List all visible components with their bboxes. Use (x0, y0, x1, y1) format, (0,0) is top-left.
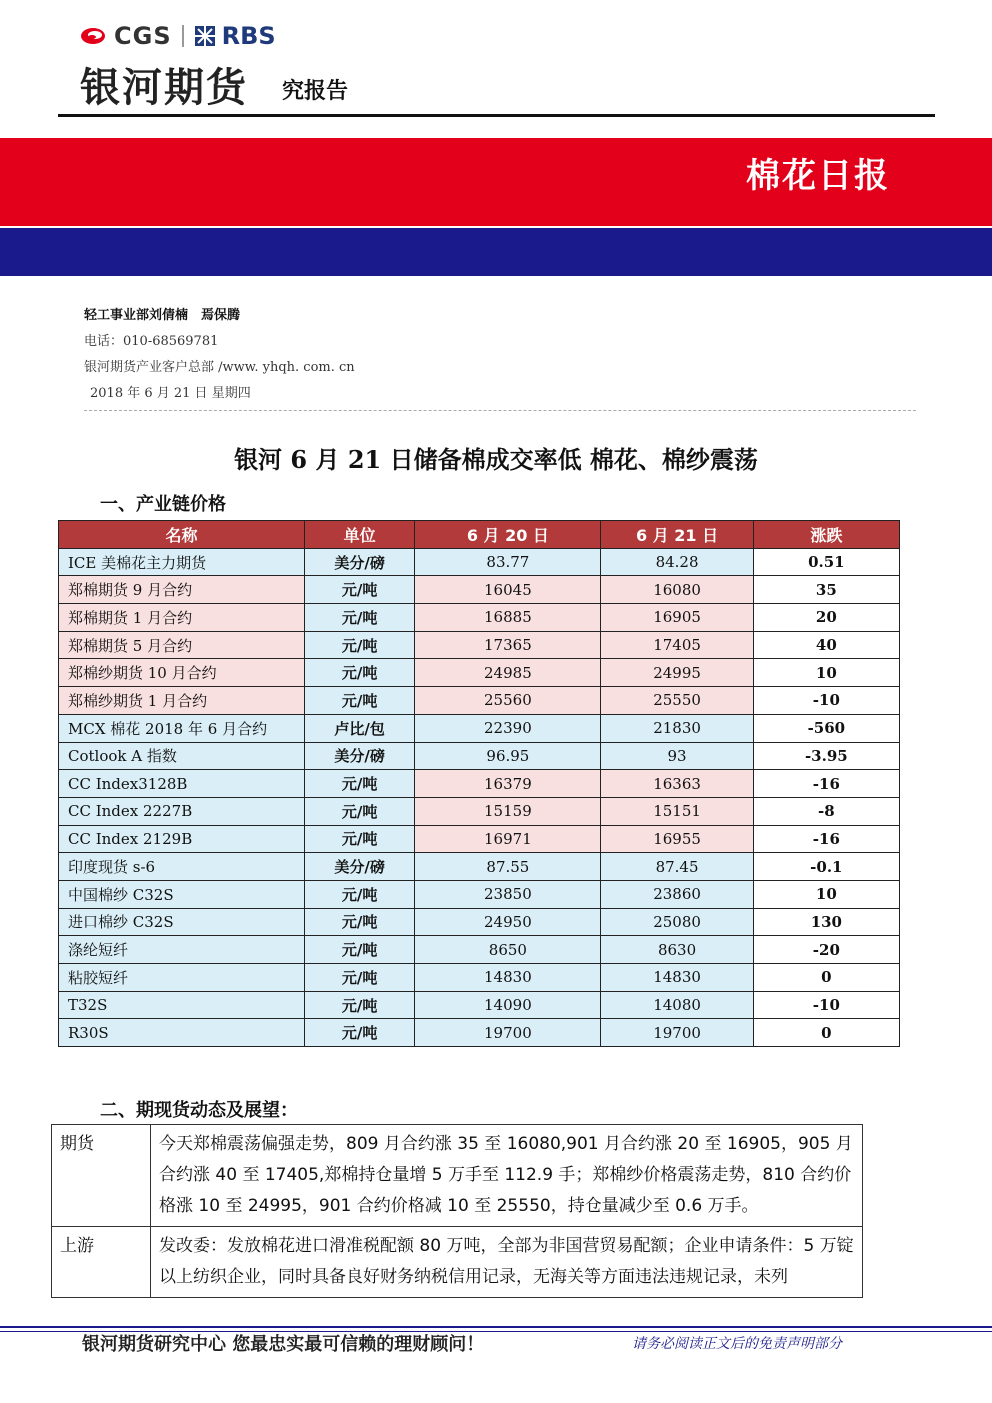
price-row (59, 797, 900, 825)
price-unit-cell: 元/吨 (304, 991, 414, 1019)
price-jun20-cell: 8650 (415, 936, 601, 964)
price-jun21-cell: 25550 (601, 687, 753, 715)
price-jun20-cell: 15159 (415, 797, 601, 825)
report-title: 棉花日报 (746, 156, 890, 196)
commentary-text: 今天郑棉震荡偏强走势，809 月合约涨 35 至 16080,901 月合约涨 20 至 16905，905 月合约涨 40 至 17405,郑棉持仓量增 5 万手至 112.9 手；郑棉纱价格震荡走势，810 合约价格涨 10 至 24995，901 合约价格减 10 至 25550，持仓量减少至 0.6 万手。 (151, 1125, 863, 1227)
price-name-cell: 郑棉期货 1 月合约 (59, 604, 305, 632)
col-jun20-header: 6 月 20 日 (415, 521, 601, 549)
section1-heading: 一、产业链价格 (100, 494, 226, 515)
price-unit-cell: 元/吨 (304, 825, 414, 853)
price-jun21-cell: 15151 (601, 797, 753, 825)
price-jun20-cell: 14090 (415, 991, 601, 1019)
price-name-cell: R30S (59, 1019, 305, 1047)
price-row (59, 825, 900, 853)
price-unit-cell: 元/吨 (304, 631, 414, 659)
price-row (59, 576, 900, 604)
price-change-cell: -20 (753, 936, 899, 964)
price-jun21-cell: 21830 (601, 714, 753, 742)
price-jun20-cell: 19700 (415, 1019, 601, 1047)
price-unit-cell: 元/吨 (304, 908, 414, 936)
price-jun20-cell: 83.77 (415, 548, 601, 576)
price-change-cell: 40 (753, 631, 899, 659)
price-jun20-cell: 16971 (415, 825, 601, 853)
price-unit-cell: 元/吨 (304, 964, 414, 992)
dashed-divider (84, 410, 916, 411)
price-unit-cell: 元/吨 (304, 576, 414, 604)
header-logo (80, 22, 276, 50)
col-jun21-header: 6 月 21 日 (601, 521, 753, 549)
logo-cgs: CGS (114, 22, 172, 50)
price-name-cell: Cotlook A 指数 (59, 742, 305, 770)
price-jun21-cell: 19700 (601, 1019, 753, 1047)
price-change-cell: -10 (753, 991, 899, 1019)
price-jun21-cell: 14080 (601, 991, 753, 1019)
price-jun20-cell: 23850 (415, 880, 601, 908)
price-name-cell: T32S (59, 991, 305, 1019)
price-jun21-cell: 16080 (601, 576, 753, 604)
price-name-cell: 郑棉期货 9 月合约 (59, 576, 305, 604)
price-table (58, 520, 900, 1047)
title-band (0, 138, 992, 226)
price-name-cell: 中国棉纱 C32S (59, 880, 305, 908)
price-name-cell: CC Index3128B (59, 770, 305, 798)
price-change-cell: -10 (753, 687, 899, 715)
price-unit-cell: 元/吨 (304, 797, 414, 825)
price-jun20-cell: 17365 (415, 631, 601, 659)
footer-slogan: 银河期货研究中心 您最忠实最可信赖的理财顾问！ (82, 1334, 485, 1355)
price-unit-cell: 元/吨 (304, 604, 414, 632)
price-change-cell: -16 (753, 825, 899, 853)
price-jun21-cell: 16905 (601, 604, 753, 632)
commentary-row-futures (52, 1125, 863, 1227)
brand-name: 银河期货 (80, 65, 248, 111)
price-unit-cell: 美分/磅 (304, 548, 414, 576)
price-name-cell: CC Index 2227B (59, 797, 305, 825)
price-name-cell: MCX 棉花 2018 年 6 月合约 (59, 714, 305, 742)
price-jun21-cell: 14830 (601, 964, 753, 992)
price-change-cell: 10 (753, 659, 899, 687)
price-unit-cell: 元/吨 (304, 687, 414, 715)
price-change-cell: 0 (753, 964, 899, 992)
price-unit-cell: 元/吨 (304, 659, 414, 687)
price-change-cell: 130 (753, 908, 899, 936)
price-row (59, 880, 900, 908)
price-change-cell: -16 (753, 770, 899, 798)
section2-heading: 二、期现货动态及展望： (100, 1100, 298, 1121)
price-jun21-cell: 16363 (601, 770, 753, 798)
price-jun20-cell: 25560 (415, 687, 601, 715)
price-jun20-cell: 16379 (415, 770, 601, 798)
price-name-cell: 印度现货 s-6 (59, 853, 305, 881)
price-row (59, 964, 900, 992)
price-jun21-cell: 17405 (601, 631, 753, 659)
main-title: 银河 6 月 21 日储备棉成交率低 棉花、棉纱震荡 (234, 445, 758, 474)
blue-band (0, 228, 992, 276)
footer-rule (0, 1326, 992, 1328)
price-unit-cell: 元/吨 (304, 770, 414, 798)
price-change-cell: -3.95 (753, 742, 899, 770)
price-unit-cell: 元/吨 (304, 1019, 414, 1047)
price-name-cell: 进口棉纱 C32S (59, 908, 305, 936)
price-name-cell: 涤纶短纤 (59, 936, 305, 964)
header-rule (58, 114, 935, 117)
price-jun21-cell: 24995 (601, 659, 753, 687)
logo-separator (182, 25, 184, 47)
price-row (59, 1019, 900, 1047)
price-name-cell: 郑棉期货 5 月合约 (59, 631, 305, 659)
price-jun20-cell: 14830 (415, 964, 601, 992)
price-row (59, 659, 900, 687)
brand-subtitle: 究报告 (282, 79, 349, 104)
price-change-cell: -8 (753, 797, 899, 825)
price-unit-cell: 美分/磅 (304, 742, 414, 770)
price-jun20-cell: 87.55 (415, 853, 601, 881)
col-unit-header: 单位 (304, 521, 414, 549)
price-row (59, 908, 900, 936)
price-change-cell: 10 (753, 880, 899, 908)
price-jun21-cell: 25080 (601, 908, 753, 936)
price-row (59, 604, 900, 632)
price-name-cell: 郑棉纱期货 1 月合约 (59, 687, 305, 715)
price-row (59, 631, 900, 659)
price-row (59, 853, 900, 881)
price-change-cell: 0 (753, 1019, 899, 1047)
price-jun21-cell: 93 (601, 742, 753, 770)
price-jun21-cell: 84.28 (601, 548, 753, 576)
price-unit-cell: 美分/磅 (304, 853, 414, 881)
price-name-cell: CC Index 2129B (59, 825, 305, 853)
market-commentary-table (51, 1124, 863, 1298)
price-unit-cell: 元/吨 (304, 880, 414, 908)
price-jun21-cell: 23860 (601, 880, 753, 908)
commentary-text: 发改委：发放棉花进口滑准税配额 80 万吨，全部为非国营贸易配额；企业申请条件：5 万锭以上纺织企业，同时具备良好财务纳税信用记录，无海关等方面违法违规记录，未列 (151, 1227, 863, 1298)
price-row (59, 548, 900, 576)
col-change-header: 涨跌 (753, 521, 899, 549)
author-website[interactable]: 银河期货产业客户总部 /www. yhqh. com. cn (84, 360, 355, 375)
price-jun20-cell: 24950 (415, 908, 601, 936)
logo-rbs: RBS (221, 22, 276, 50)
price-jun20-cell: 16045 (415, 576, 601, 604)
report-date: 2018 年 6 月 21 日 星期四 (90, 386, 251, 401)
price-row (59, 714, 900, 742)
price-jun21-cell: 87.45 (601, 853, 753, 881)
price-row (59, 936, 900, 964)
commentary-label: 期货 (52, 1125, 151, 1227)
author-phone: 电话：010-68569781 (84, 334, 219, 349)
price-row (59, 742, 900, 770)
price-row (59, 991, 900, 1019)
price-change-cell: -560 (753, 714, 899, 742)
price-unit-cell: 元/吨 (304, 936, 414, 964)
footer-disclaimer-note: 请务必阅读正文后的免责声明部分 (632, 1336, 842, 1352)
price-jun20-cell: 96.95 (415, 742, 601, 770)
price-name-cell: ICE 美棉花主力期货 (59, 548, 305, 576)
author-names: 轻工事业部刘倩楠 焉保腾 (84, 308, 241, 323)
rbs-mark-icon (194, 25, 216, 47)
commentary-label: 上游 (52, 1227, 151, 1298)
price-jun20-cell: 16885 (415, 604, 601, 632)
price-jun21-cell: 8630 (601, 936, 753, 964)
price-row (59, 770, 900, 798)
col-name-header: 名称 (59, 521, 305, 549)
price-change-cell: 0.51 (753, 548, 899, 576)
price-change-cell: 20 (753, 604, 899, 632)
price-table-header (59, 521, 900, 549)
price-unit-cell: 卢比/包 (304, 714, 414, 742)
price-jun20-cell: 24985 (415, 659, 601, 687)
price-change-cell: -0.1 (753, 853, 899, 881)
price-change-cell: 35 (753, 576, 899, 604)
price-name-cell: 郑棉纱期货 10 月合约 (59, 659, 305, 687)
price-jun20-cell: 22390 (415, 714, 601, 742)
commentary-row-upstream (52, 1227, 863, 1298)
price-row (59, 687, 900, 715)
price-jun21-cell: 16955 (601, 825, 753, 853)
cgs-swirl-icon (80, 25, 108, 47)
price-name-cell: 粘胶短纤 (59, 964, 305, 992)
